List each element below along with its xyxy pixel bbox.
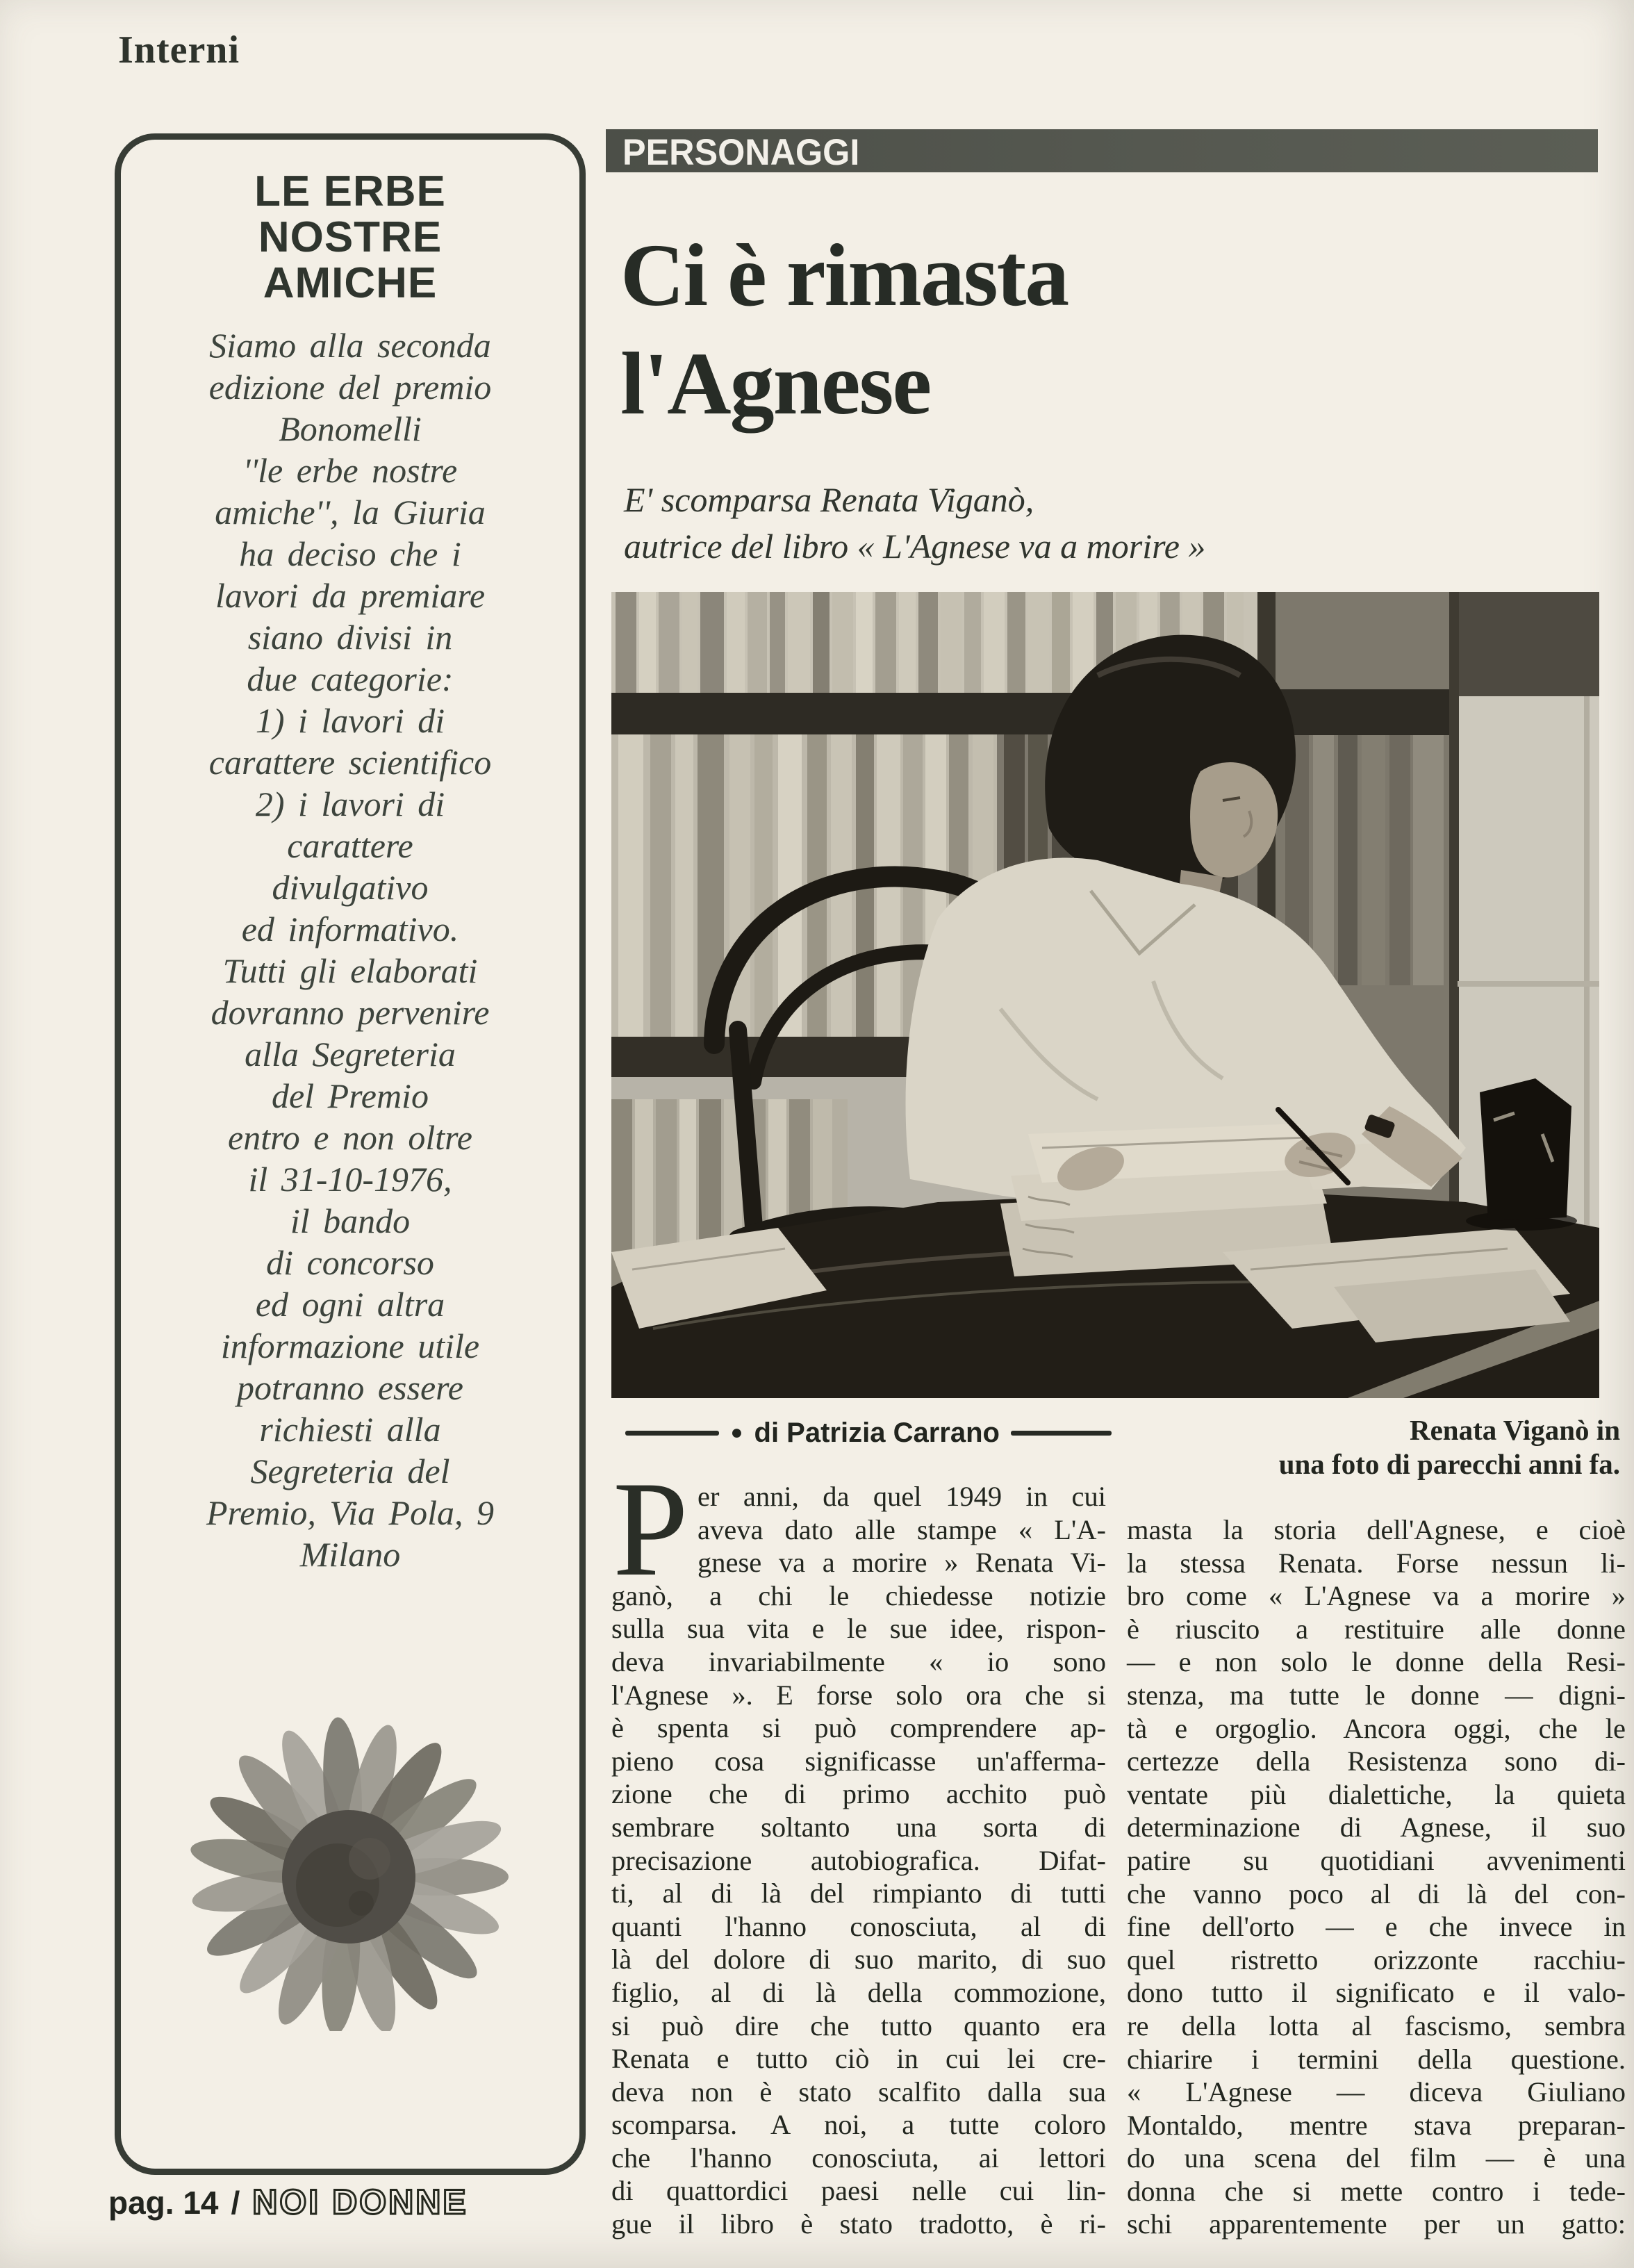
body-text-line: sulla sua vita e le sue idee, rispon- (611, 1613, 1106, 1645)
body-text-line: la stessa Renata. Forse nessun li- (1127, 1547, 1626, 1579)
body-text-line: chiarire i termini della questione. (1127, 2043, 1626, 2075)
contest-text-line: il bando (290, 1201, 411, 1240)
body-text-line: — e non solo le donne della Resi- (1127, 1646, 1626, 1678)
body-text-line: l'Agnese ». E forse solo ora che si (611, 1679, 1106, 1711)
contest-text-line: informazione utile (220, 1326, 480, 1365)
body-text-line: Renata e tutto ciò in cui lei cre- (611, 2043, 1106, 2075)
body-text-line: dono tutto il significato e il valo- (1127, 1977, 1626, 2009)
photo-caption (1231, 1413, 1620, 1481)
body-text-line: determinazione di Agnese, il suo (1127, 1811, 1626, 1843)
contest-text-line: carattere scientifico (208, 743, 492, 782)
article-title (620, 221, 1614, 438)
contest-text-line: divulgativo (272, 868, 429, 907)
body-text-line: zione che di primo acchito può (611, 1778, 1106, 1810)
section-label: Interni (118, 28, 240, 72)
body-text-line: patire su quotidiani avvenimenti (1127, 1844, 1626, 1876)
contest-text-line: potranno essere (237, 1368, 463, 1407)
contest-box-title (121, 169, 579, 306)
body-text-line: quanti l'hanno conosciuta, al di (611, 1910, 1106, 1942)
byline-rule-left (625, 1431, 719, 1436)
body-text-line: do una scena del film — è una (1127, 2142, 1626, 2174)
article-subtitle-line: E' scomparsa Renata Viganò, (624, 480, 1034, 519)
article-subtitle (624, 477, 1617, 570)
contest-title-line: AMICHE (263, 259, 438, 307)
page-footer (108, 2182, 468, 2222)
body-text-line: è riuscito a restituire alle donne (1127, 1613, 1626, 1645)
body-text-line: sembrare soltanto una sorta di (611, 1811, 1106, 1843)
body-text-line: che l'hanno conosciuta, ai lettori (611, 2142, 1106, 2174)
article-column-1 (611, 1480, 1106, 2241)
body-text-line: « L'Agnese — diceva Giuliano (1127, 2076, 1626, 2108)
contest-text-line: 2) i lavori di (255, 784, 445, 823)
article-subtitle-line: autrice del libro « L'Agnese va a morire » (624, 527, 1206, 566)
contest-text-line: alla Segreteria (245, 1035, 456, 1074)
contest-text-line: siano divisi in (247, 618, 453, 657)
body-text-line: fine dell'orto — e che invece in (1127, 1911, 1626, 1943)
body-text-line: quel ristretto orizzonte racchiu- (1127, 1944, 1626, 1975)
contest-text-line: di concorso (266, 1243, 434, 1282)
contest-text-line: del Premio (272, 1076, 429, 1115)
dropcap: P (613, 1454, 689, 1604)
contest-text-line: il 31-10-1976, (248, 1160, 452, 1199)
page-number: pag. 14 (108, 2185, 219, 2221)
body-text-line: gnese va a morire » Renata Vi- (698, 1547, 1106, 1579)
contest-text-line: edizione del premio (208, 368, 492, 406)
footer-separator: / (231, 2185, 240, 2221)
article-title-line: Ci è rimasta (620, 226, 1068, 324)
body-text-line: re della lotta al fascismo, sembra (1127, 2010, 1626, 2041)
article-title-line: l'Agnese (620, 334, 931, 433)
contest-text-line: Bonomelli (279, 409, 422, 448)
body-text-line: bro come « L'Agnese va a morire » (1127, 1580, 1626, 1612)
daisy-flower-icon (190, 1704, 510, 2031)
contest-title-line: LE ERBE (254, 167, 446, 215)
contest-box-text (126, 324, 574, 1575)
contest-text-line: Premio, Via Pola, 9 (206, 1493, 494, 1532)
contest-text-line: Tutti gli elaborati (222, 951, 478, 990)
body-text-line: che vanno poco al di là del con- (1127, 1877, 1626, 1909)
contest-text-line: lavori da premiare (215, 576, 486, 615)
body-text-line: deva invariabilmente « io sono (611, 1645, 1106, 1677)
kicker-band (606, 129, 1598, 172)
contest-text-line: due categorie: (247, 659, 454, 698)
photo-caption-line: una foto di parecchi anni fa. (1278, 1448, 1620, 1480)
body-text-line: ganò, a chi le chiedesse notizie (611, 1579, 1106, 1611)
contest-text-line: ed ogni altra (255, 1285, 445, 1324)
photo-renata-vigano (611, 592, 1599, 1398)
body-text-line: figlio, al di là della commozione, (611, 1976, 1106, 2008)
body-text-line: aveva dato alle stampe « L'A- (698, 1513, 1106, 1545)
body-text-line: stenza, ma tutte le donne — digni- (1127, 1679, 1626, 1711)
body-text-line: di quattordici paesi nelle cui lin- (611, 2175, 1106, 2207)
body-text-line: là del dolore di suo marito, di suo (611, 1944, 1106, 1975)
contest-box (115, 133, 586, 2175)
body-text-line: precisazione autobiografica. Difat- (611, 1844, 1106, 1876)
body-text-line: ventate più dialettiche, la quieta (1127, 1778, 1626, 1810)
body-text-line: è spenta si può comprendere ap- (611, 1712, 1106, 1744)
contest-text-line: ha deciso che i (239, 534, 461, 573)
contest-text-line: 1) i lavori di (255, 701, 445, 740)
kicker-label: PERSONAGGI (622, 132, 860, 173)
body-text-line: ti, al di là del rimpianto di tutti (611, 1877, 1106, 1909)
body-text-line: si può dire che tutto quanto era (611, 2010, 1106, 2041)
bullet-icon: ● (730, 1421, 743, 1444)
photo-caption-line: Renata Viganò in (1410, 1414, 1620, 1446)
body-text-line: schi apparentemente per un gatto: (1127, 2208, 1626, 2240)
contest-text-line: ed informativo. (241, 910, 459, 948)
contest-text-line: entro e non oltre (228, 1118, 472, 1157)
daisy-center (282, 1810, 415, 1944)
body-text-line: Montaldo, mentre stava preparan- (1127, 2109, 1626, 2141)
body-text-line: certezze della Resistenza sono di- (1127, 1745, 1626, 1777)
contest-text-line: amiche'', la Giuria (215, 493, 486, 532)
contest-text-line: Milano (299, 1535, 401, 1574)
body-text-line: er anni, da quel 1949 in cui (698, 1481, 1106, 1512)
body-text-line: tà e orgoglio. Ancora oggi, che le (1127, 1712, 1626, 1744)
contest-text-line: Siamo alla seconda (209, 326, 491, 365)
contest-text-line: ''le erbe nostre (242, 451, 458, 490)
body-text-line: masta la storia dell'Agnese, e cioè (1127, 1514, 1626, 1545)
article-column-2 (1127, 1513, 1626, 2241)
body-text-line: pieno cosa significasse un'afferma- (611, 1745, 1106, 1777)
contest-text-line: richiesti alla (259, 1410, 441, 1449)
contest-title-line: NOSTRE (258, 213, 443, 261)
body-text-line: donna che si mette contro i tede- (1127, 2175, 1626, 2207)
byline-rule-right (1011, 1431, 1112, 1436)
contest-text-line: carattere (287, 826, 413, 865)
magazine-logo: NOI DONNE (252, 2183, 468, 2221)
body-text-line: gue il libro è stato tradotto, è ri- (611, 2208, 1106, 2240)
contest-text-line: dovranno pervenire (211, 993, 490, 1032)
contest-text-line: Segreteria del (250, 1452, 450, 1490)
byline (625, 1415, 1112, 1451)
byline-author: di Patrizia Carrano (754, 1417, 1000, 1448)
body-text-line: deva non è stato scalfito dalla sua (611, 2076, 1106, 2107)
body-text-line: scomparsa. A noi, a tutte coloro (611, 2109, 1106, 2141)
